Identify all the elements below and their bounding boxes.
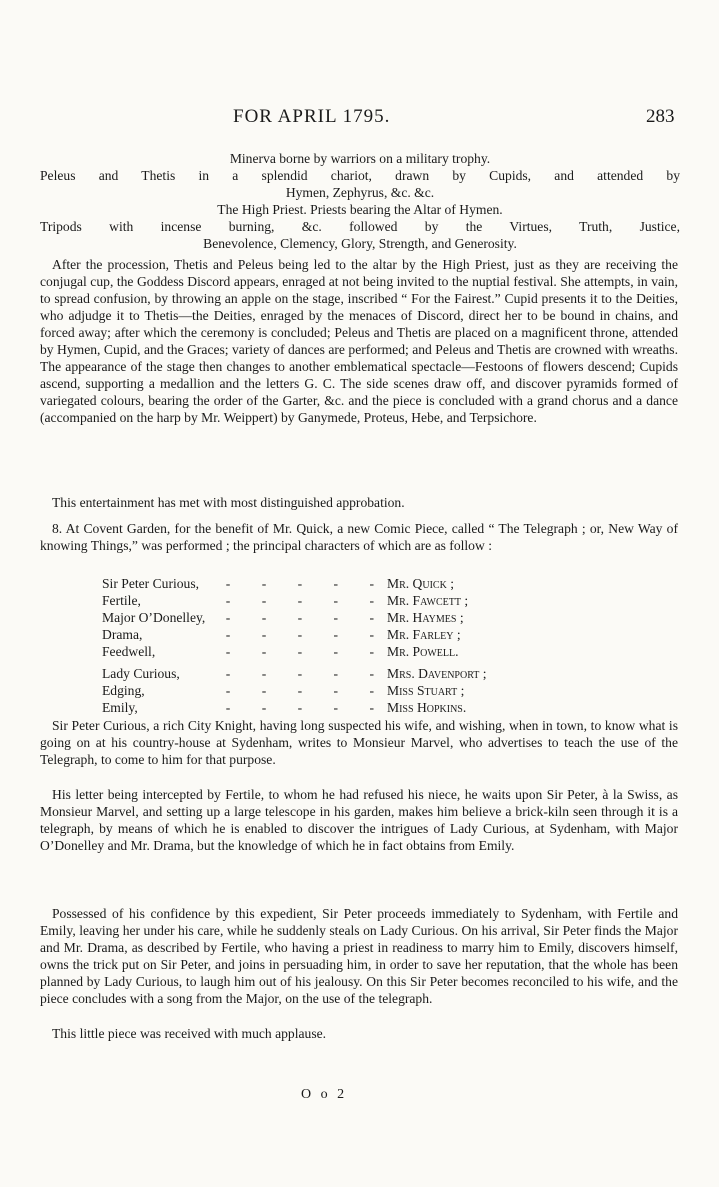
cast-role: Sir Peter Curious, xyxy=(102,576,200,591)
cast-dashes: - - - - - xyxy=(225,683,388,698)
cast-actor: Miss Hopkins. xyxy=(387,700,467,715)
cast-role: Lady Curious, xyxy=(102,666,180,681)
paragraph-applause: This little piece was received with much applause. xyxy=(52,1026,327,1041)
procession-line-2: Peleus and Thetis in a splendid chariot, drawn by Cupids, and attended by xyxy=(40,168,680,183)
cast-role: Emily, xyxy=(102,700,138,715)
paragraph-confidence: Possessed of his confidence by this expedient, Sir Peter proceeds immediately to Sydenham, with Fertile and Emily, leaving her under his care, while he suddenly steals on Lady Curious. On his arrival, Sir Peter finds the Major and Mr. Drama, as described by Fertile, who having a priest in readiness to marry him to Emily, discovers himself, owns the trick put on Sir Peter, and joins in persuading him, in order to save her reputation, that the whole has been planned by Lady Curious, to laugh him out of his jealousy. On this Sir Peter becomes reconciled to his wife, and the piece concludes with a song from the Major, on the use of the telegraph. xyxy=(40,906,678,1006)
paragraph-procession-description: After the procession, Thetis and Peleus being led to the altar by the High Priest, just as they are receiving the conjugal cup, the Goddess Discord appears, enraged at not being invited to the nuptial festival. She attempts, in vain, to spread confusion, by throwing an apple on the stage, inscribed “ For the Fairest.” Cupid presents it to the Deities, who adjudge it to Thetis—the Deities, enraged by the menaces of Discord, direct her to be bound in chains, and forced away; after which the ceremony is concluded; Peleus and Thetis are placed on a magnificent throne, attended by Hymen, Cupid, and the Graces; variety of dances are performed; and Peleus and Thetis are crowned with wreaths. The appearance of the stage then changes to another emblematical spectacle—Festoons of flowers descend; Cupids ascend, supporting a medallion and the letters G. C. The side scenes draw off, and discover pyramids formed of variegated colours, bearing the order of the Garter, &c. and the piece is concluded with a grand chorus and a dance (accompanied on the harp by Mr. Weippert) by Ganymede, Proteus, Hebe, and Terpsichore. xyxy=(40,257,678,425)
cast-dashes: - - - - - xyxy=(225,593,388,608)
cast-row xyxy=(100,699,620,716)
cast-dashes: - - - - - xyxy=(225,666,388,681)
cast-list-women xyxy=(100,665,620,716)
cast-row xyxy=(100,575,620,592)
cast-actor: Mrs. Davenport ; xyxy=(387,666,487,681)
paragraph-approbation: This entertainment has met with most distinguished approbation. xyxy=(52,495,405,510)
cast-row xyxy=(100,643,620,660)
cast-role: Major O’Donelley, xyxy=(102,610,206,625)
cast-row xyxy=(100,682,620,699)
page-number: 283 xyxy=(646,106,675,127)
paragraph-sir-peter: Sir Peter Curious, a rich City Knight, having long suspected his wife, and wishing, when in town, to know what is going on at his country-house at Sydenham, writes to Monsieur Marvel, who advertises to teach the use of the Telegraph, to come to him for that purpose. xyxy=(40,718,678,767)
cast-actor: Mr. Powell. xyxy=(387,644,459,659)
cast-dashes: - - - - - xyxy=(225,700,388,715)
cast-dashes: - - - - - xyxy=(225,627,388,642)
cast-actor: Mr. Quick ; xyxy=(387,576,454,591)
paragraph-covent-garden: 8. At Covent Garden, for the benefit of Mr. Quick, a new Comic Piece, called “ The Telegraph ; or, New Way of knowing Things,” was performed ; the principal characters of which are as follow : xyxy=(40,521,678,553)
cast-dashes: - - - - - xyxy=(225,644,388,659)
procession-line-6: Benevolence, Clemency, Glory, Strength, and Generosity. xyxy=(203,236,517,251)
cast-row xyxy=(100,592,620,609)
cast-row xyxy=(100,665,620,682)
procession-line-4: The High Priest. Priests bearing the Altar of Hymen. xyxy=(217,202,503,217)
cast-actor: Miss Stuart ; xyxy=(387,683,465,698)
cast-role: Drama, xyxy=(102,627,143,642)
cast-dashes: - - - - - xyxy=(225,576,388,591)
cast-list-men xyxy=(100,575,620,660)
procession-line-3: Hymen, Zephyrus, &c. &c. xyxy=(285,185,435,200)
cast-actor: Mr. Fawcett ; xyxy=(387,593,469,608)
cast-row xyxy=(100,626,620,643)
cast-dashes: - - - - - xyxy=(225,610,388,625)
paragraph-intercepted-letter: His letter being intercepted by Fertile, to whom he had refused his niece, he waits upon Sir Peter, à la Swiss, as Monsieur Marvel, and setting up a large telescope in his garden, makes him believe a brick-kiln seen through it is a telegraph, by means of which he is enabled to discover the intrigues of Lady Curious, at Sydenham, with Major O’Donelley and Mr. Drama, but the knowledge of which he in fact obtains from Emily. xyxy=(40,787,678,853)
cast-role: Fertile, xyxy=(102,593,141,608)
cast-role: Feedwell, xyxy=(102,644,156,659)
cast-role: Edging, xyxy=(102,683,145,698)
cast-actor: Mr. Haymes ; xyxy=(387,610,464,625)
procession-line-1: Minerva borne by warriors on a military trophy. xyxy=(229,151,491,166)
cast-actor: Mr. Farley ; xyxy=(387,627,461,642)
cast-row xyxy=(100,609,620,626)
header-title: FOR APRIL 1795. xyxy=(233,106,391,127)
running-header xyxy=(0,106,719,136)
procession-line-5: Tripods with incense burning, &c. followed by the Virtues, Truth, Justice, xyxy=(40,219,680,234)
signature-mark: O o 2 xyxy=(301,1087,348,1102)
